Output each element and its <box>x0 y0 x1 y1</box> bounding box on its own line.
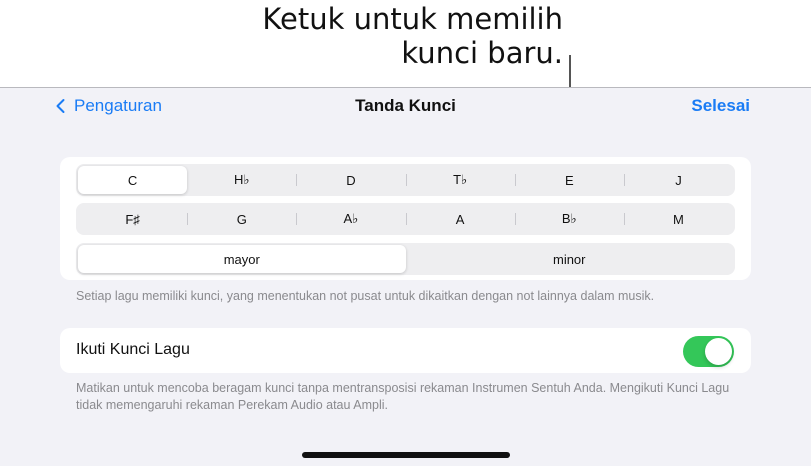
toggle-knob <box>705 338 732 365</box>
key-segment-row-2 <box>76 203 735 235</box>
page-title: Tanda Kunci <box>355 96 456 115</box>
mode-option-major[interactable]: mayor <box>78 245 406 273</box>
key-option-a[interactable]: A <box>406 205 515 233</box>
back-button-label: Pengaturan <box>74 96 162 115</box>
key-option-f-sharp[interactable]: F♯ <box>125 211 140 227</box>
callout-line1: Ketuk untuk memilih <box>262 2 563 36</box>
key-segment-row-1 <box>76 164 735 196</box>
key-option-h-flat[interactable]: H♭ <box>233 172 250 187</box>
key-option-g[interactable]: G <box>187 205 296 233</box>
key-option-m[interactable]: M <box>624 205 733 233</box>
key-option-a-flat[interactable]: A♭ <box>296 205 405 233</box>
callout-annotation <box>203 2 563 70</box>
home-indicator[interactable] <box>302 452 510 458</box>
callout-line2: kunci baru. <box>401 36 563 70</box>
key-option-c[interactable]: C <box>78 166 187 194</box>
key-signature-screen <box>0 87 811 466</box>
key-option-t-flat[interactable]: T♭ <box>406 166 515 194</box>
key-option-e[interactable]: E <box>515 166 624 194</box>
key-option-d[interactable]: D <box>296 166 405 194</box>
follow-song-key-label: Ikuti Kunci Lagu <box>76 341 190 358</box>
back-button[interactable] <box>52 96 162 116</box>
follow-song-key-row <box>60 328 751 373</box>
done-button[interactable]: Selesai <box>691 96 750 115</box>
key-option-b-flat[interactable]: B♭ <box>515 205 624 233</box>
key-option-j[interactable]: J <box>624 166 733 194</box>
key-description: Setiap lagu memiliki kunci, yang menentukan not pusat untuk dikaitkan dengan not lainnya dalam musik. <box>76 289 655 303</box>
follow-key-description: Matikan untuk mencoba beragam kunci tanpa mentransposisi rekaman Instrumen Sentuh Anda. Mengikuti Kunci Lagu tidak memengaruhi rekaman Perekam Audio atau Ampli. <box>76 381 730 412</box>
mode-option-minor[interactable]: minor <box>552 251 586 267</box>
chevron-left-icon <box>52 97 70 115</box>
follow-song-key-toggle[interactable] <box>683 336 734 367</box>
key-picker-card <box>60 157 751 280</box>
mode-segmented-control <box>76 243 735 275</box>
